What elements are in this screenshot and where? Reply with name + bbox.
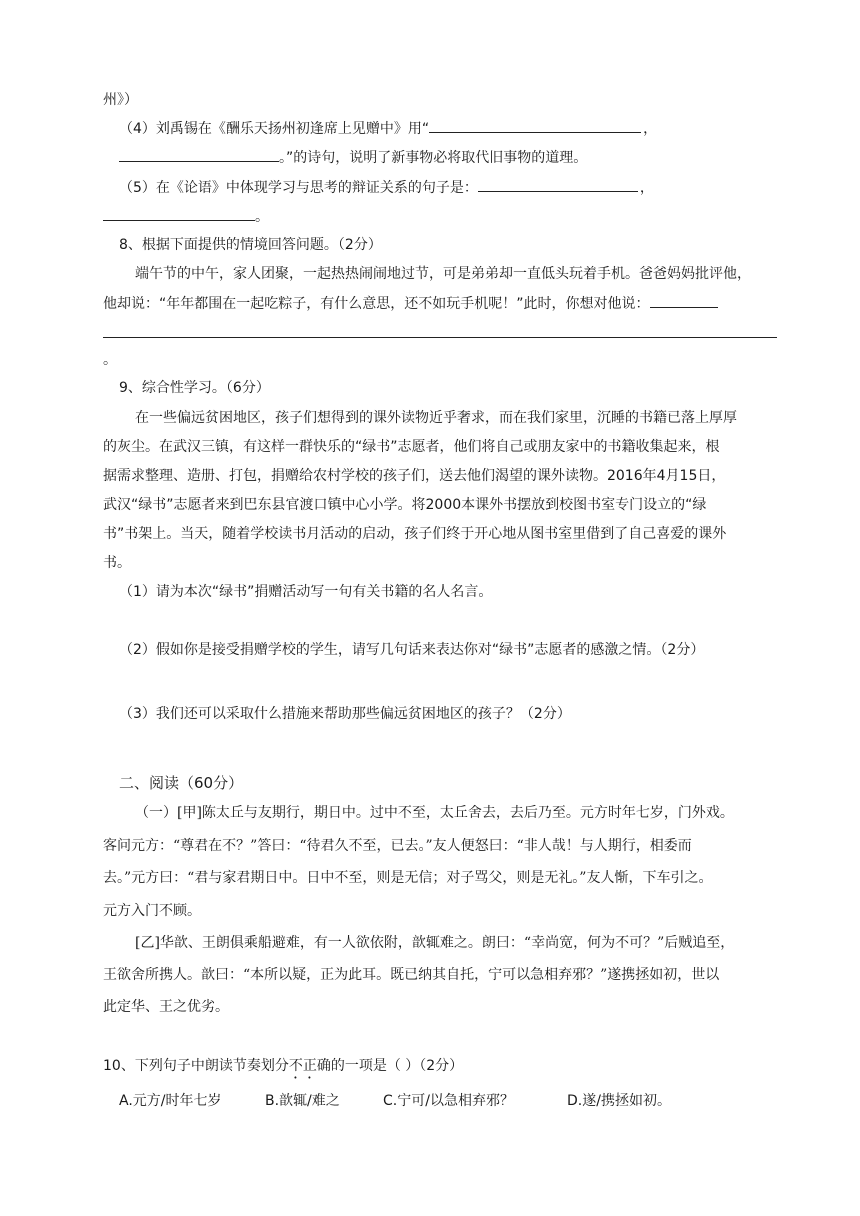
reading-yi-line2: 王欲舍所携人。歆曰：“本所以疑，正为此耳。既已纳其自托，宁可以急相弃邪？”遂携拯如初，世以 bbox=[103, 967, 720, 983]
q7-item5-line1 bbox=[119, 177, 654, 198]
q10-option-a[interactable]: A.元方/时年七岁 bbox=[119, 1093, 222, 1109]
q9-para-line5: 书”书架上。当天，随着学校读书月活动的启动，孩子们终于开心地从图书室里借到了自己喜爱的课外 bbox=[103, 526, 727, 542]
q7-item5-comma: ， bbox=[639, 180, 654, 196]
q7-item4-comma: ， bbox=[643, 121, 658, 137]
q7-item5-prompt: （5）在《论语》中体现学习与思考的辩证关系的句子是： bbox=[119, 180, 478, 196]
q7-item4-blank2[interactable] bbox=[119, 147, 279, 162]
q8-answer-blank1[interactable] bbox=[650, 293, 718, 308]
reading-yi-line1: [乙]华歆、王朗俱乘船避难，有一人欲依附，歆辄难之。朗曰：“幸尚宽，何为不可？”后贼追至， bbox=[135, 935, 735, 951]
reading-jia-line3: 去。”元方曰：“君与家君期日中。日中不至，则是无信；对子骂父，则是无礼。”友人惭，下车引之。 bbox=[103, 870, 713, 886]
q9-sub3: （3）我们还可以采取什么措施来帮助那些偏远贫困地区的孩子？（2分） bbox=[119, 706, 571, 722]
reading-yi-line3: 此定华、王之优劣。 bbox=[103, 999, 229, 1015]
q10-option-d[interactable]: D.遂/携拯如初。 bbox=[567, 1093, 671, 1109]
q8-answer-blank2[interactable] bbox=[103, 337, 777, 338]
q7-item4-line2 bbox=[119, 147, 587, 168]
q7-cont-prev: 州》） bbox=[103, 92, 138, 108]
q10-title-b: 确的一项是（ ）（2分） bbox=[316, 1058, 464, 1074]
q9-para-line1: 在一些偏远贫困地区，孩子们想得到的课外读物近乎奢求，而在我们家里，沉睡的书籍已落上厚厚 bbox=[135, 410, 737, 426]
q8-para-line2 bbox=[103, 293, 718, 314]
q7-item4-line1 bbox=[119, 118, 657, 139]
q10-title-emphasis: 不正 bbox=[288, 1058, 317, 1074]
q8-end: 。 bbox=[103, 352, 117, 368]
reading-jia-line4: 元方入门不顾。 bbox=[103, 903, 201, 919]
q9-para-line6: 书。 bbox=[103, 555, 131, 571]
q7-item4-blank1[interactable] bbox=[429, 118, 641, 133]
q9-para-line2: 的灰尘。在武汉三镇，有这样一群快乐的“绿书”志愿者，他们将自己或朋友家中的书籍收集起来，根 bbox=[103, 439, 720, 455]
q10-option-c[interactable]: C.宁可/以急相弃邪？ bbox=[383, 1093, 514, 1109]
q10-option-b[interactable]: B.歆辄/难之 bbox=[265, 1093, 340, 1109]
q9-title: 9、综合性学习。（6分） bbox=[119, 380, 270, 396]
q7-item5-end: 。 bbox=[255, 209, 269, 225]
q7-item4-prompt: （4）刘禹锡在《酬乐天扬州初逢席上见赠中》用“ bbox=[119, 121, 430, 137]
q9-sub1: （1）请为本次“绿书”捐赠活动写一句有关书籍的名人名言。 bbox=[119, 584, 493, 600]
q9-para-line3: 据需求整理、造册、打包，捐赠给农村学校的孩子们，送去他们渴望的课外读物。2016年4月15日， bbox=[103, 468, 726, 484]
q9-sub2: （2）假如你是接受捐赠学校的学生，请写几句话来表达你对“绿书”志愿者的感激之情。（2分） bbox=[119, 642, 705, 658]
q7-item4-tail: 。”的诗句，说明了新事物必将取代旧事物的道理。 bbox=[279, 150, 588, 166]
q7-item5-blank2[interactable] bbox=[103, 206, 255, 221]
q10-title-a: 10、下列句子中朗读节奏划分 bbox=[103, 1058, 289, 1074]
q8-para-line2-text: 他却说：“年年都围在一起吃粽子，有什么意思，还不如玩手机呢！”此时，你想对他说： bbox=[103, 296, 650, 312]
q7-item5-line2 bbox=[103, 206, 269, 227]
q7-item5-blank1[interactable] bbox=[478, 177, 638, 192]
q8-para-line1: 端午节的中午，家人团聚，一起热热闹闹地过节，可是弟弟却一直低头玩着手机。爸爸妈妈批评他， bbox=[135, 266, 751, 282]
reading-jia-line2: 客问元方：“尊君在不？”答曰：“待君久不至，已去。”友人便怒曰：“非人哉！与人期行，相委而 bbox=[103, 838, 692, 854]
q8-title: 8、根据下面提供的情境回答问题。（2分） bbox=[119, 237, 382, 253]
reading-jia-line1: （一）[甲]陈太丘与友期行，期日中。过中不至，太丘舍去，去后乃至。元方时年七岁，门外戏。 bbox=[135, 805, 734, 821]
q10-title bbox=[103, 1056, 463, 1082]
q9-para-line4: 武汉“绿书”志愿者来到巴东县官渡口镇中心小学。将2000本课外书摆放到校图书室专门设立的“绿 bbox=[103, 497, 707, 513]
section2-title: 二、阅读（60分） bbox=[119, 774, 244, 792]
